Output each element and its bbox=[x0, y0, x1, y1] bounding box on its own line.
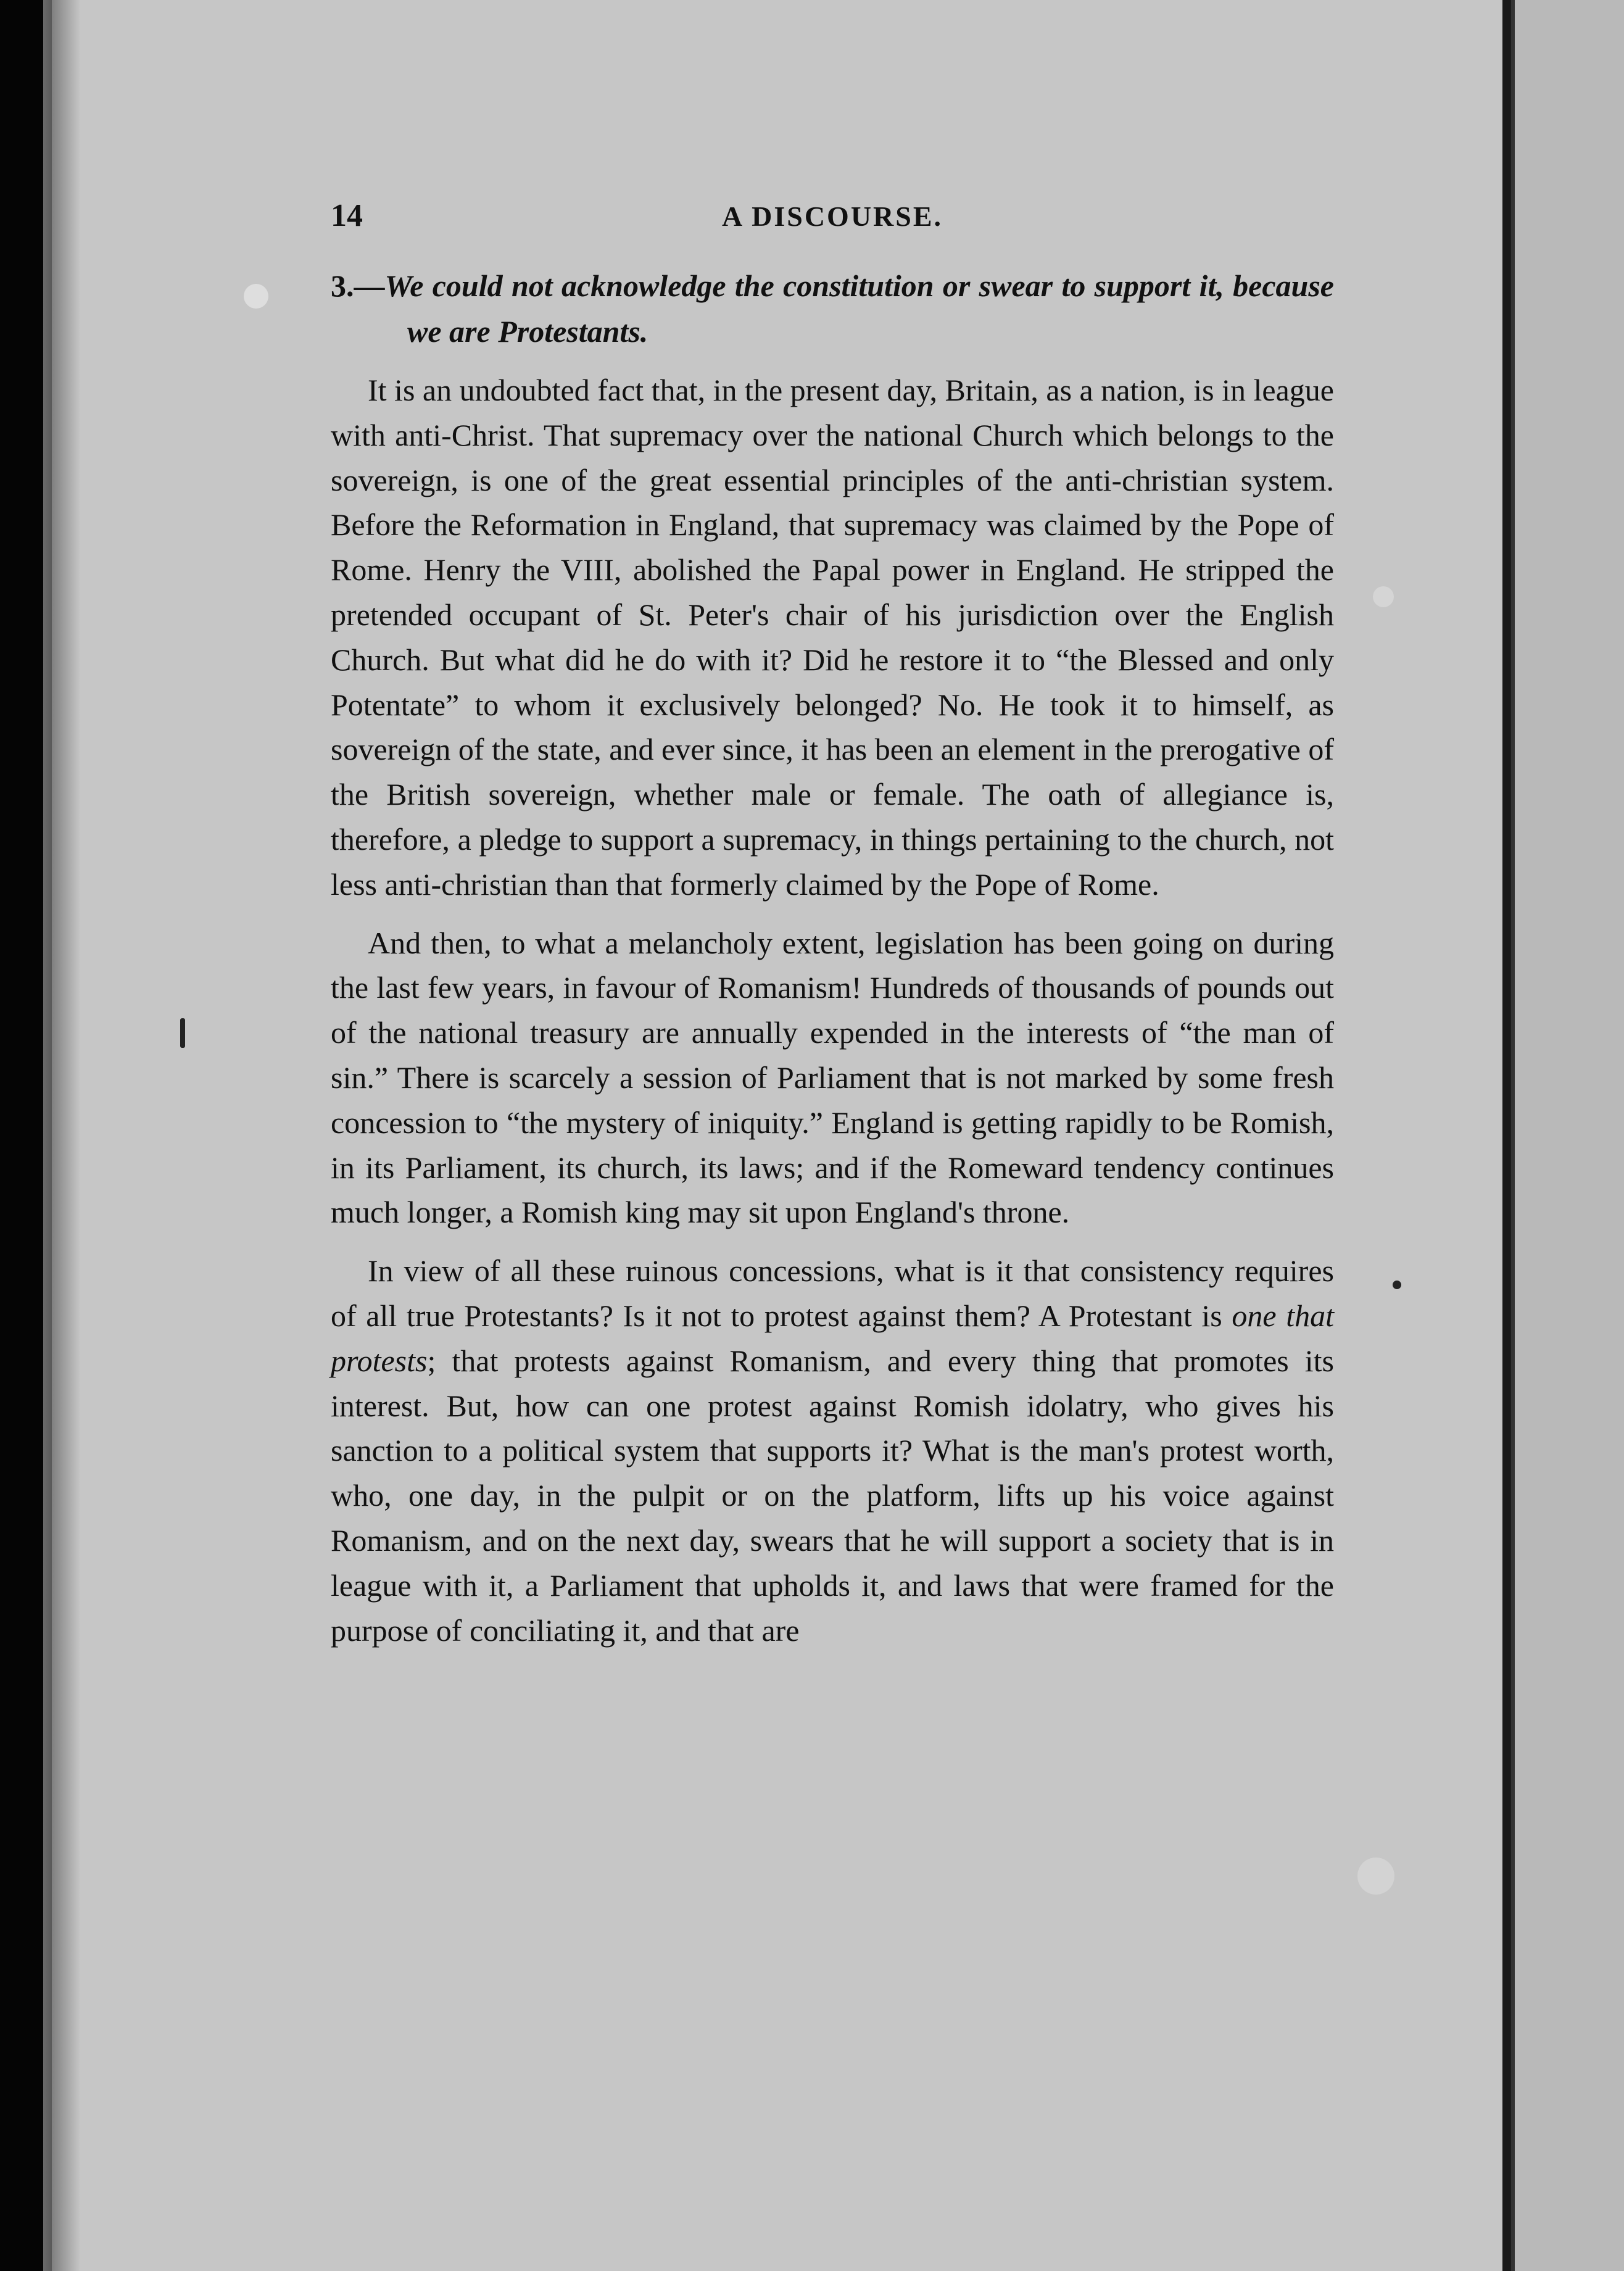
running-head bbox=[331, 197, 1334, 241]
paragraph-text: ; that protests against Romanism, and every thing that promotes its interest. But, how can one protest against Romish idolatry, who gives his sanction to a political system that supports it? What is the man's protest worth, who, one day, in the pulpit or on the platform, lifts up his voice against Romanism, and on the next day, swears that he will support a society that is in league with it, a Parliament that upholds it, and laws that were framed for the purpose of conciliating it, and that are bbox=[331, 1343, 1334, 1648]
paragraph: And then, to what a melancholy extent, legislation has been going on during the last few years, in favour of Romanism! Hundreds of thousands of pounds out of the national treasury are annually expended in the interests of “the man of sin.” There is scarcely a session of Parliament that is not marked by some fresh concession to “the mystery of iniquity.” England is getting rapidly to be Romish, in its Parliament, its church, its laws; and if the Romeward tendency continues much longer, a Romish king may sit upon England's throne. bbox=[331, 925, 1334, 1230]
section-heading-text: We could not acknowledge the constitution or swear to support it, because we are Protestants. bbox=[384, 268, 1334, 349]
page-edge bbox=[1502, 0, 1511, 2271]
page-gutter-shadow bbox=[43, 0, 80, 2271]
scan-speck bbox=[1373, 586, 1394, 607]
paragraph-text: In view of all these ruinous concessions, what is it that consistency requires of all true Protestants? Is it not to protest against them? A Protestant is bbox=[331, 1253, 1334, 1333]
adjacent-page-edge bbox=[1511, 0, 1624, 2271]
scan-speck bbox=[1357, 1858, 1394, 1895]
page-number: 14 bbox=[331, 198, 363, 233]
section-heading bbox=[331, 263, 1334, 354]
scan-speck bbox=[244, 284, 268, 309]
running-title: A DISCOURSE. bbox=[721, 201, 943, 232]
emphasized-text: one that protests bbox=[331, 1298, 1334, 1378]
page-text bbox=[331, 197, 1334, 1653]
paragraph: It is an undoubted fact that, in the present day, Britain, as a nation, is in league with anti-Christ. That supremacy over the national Church which belongs to the sovereign, is one of the great essential principles of the anti-christian system. Before the Reformation in England, that supremacy was claimed by the Pope of Rome. Henry the VIII, abolished the Papal power in England. He stripped the pretended occupant of St. Peter's chair of his jurisdiction over the English Church. But what did he do with it? Did he restore it to “the Blessed and only Potentate” to whom it exclusively belonged? No. He took it to himself, as sovereign of the state, and ever since, it has been an element in the prerogative of the British sovereign, whether male or female. The oath of allegiance is, therefore, a pledge to support a supremacy, in things pertaining to the church, not less anti-christian than that formerly claimed by the Pope of Rome. bbox=[331, 373, 1334, 902]
scan-speck bbox=[180, 1018, 185, 1048]
paragraph bbox=[331, 1248, 1334, 1653]
scan-speck bbox=[1393, 1281, 1401, 1289]
section-number: 3.— bbox=[331, 268, 385, 303]
